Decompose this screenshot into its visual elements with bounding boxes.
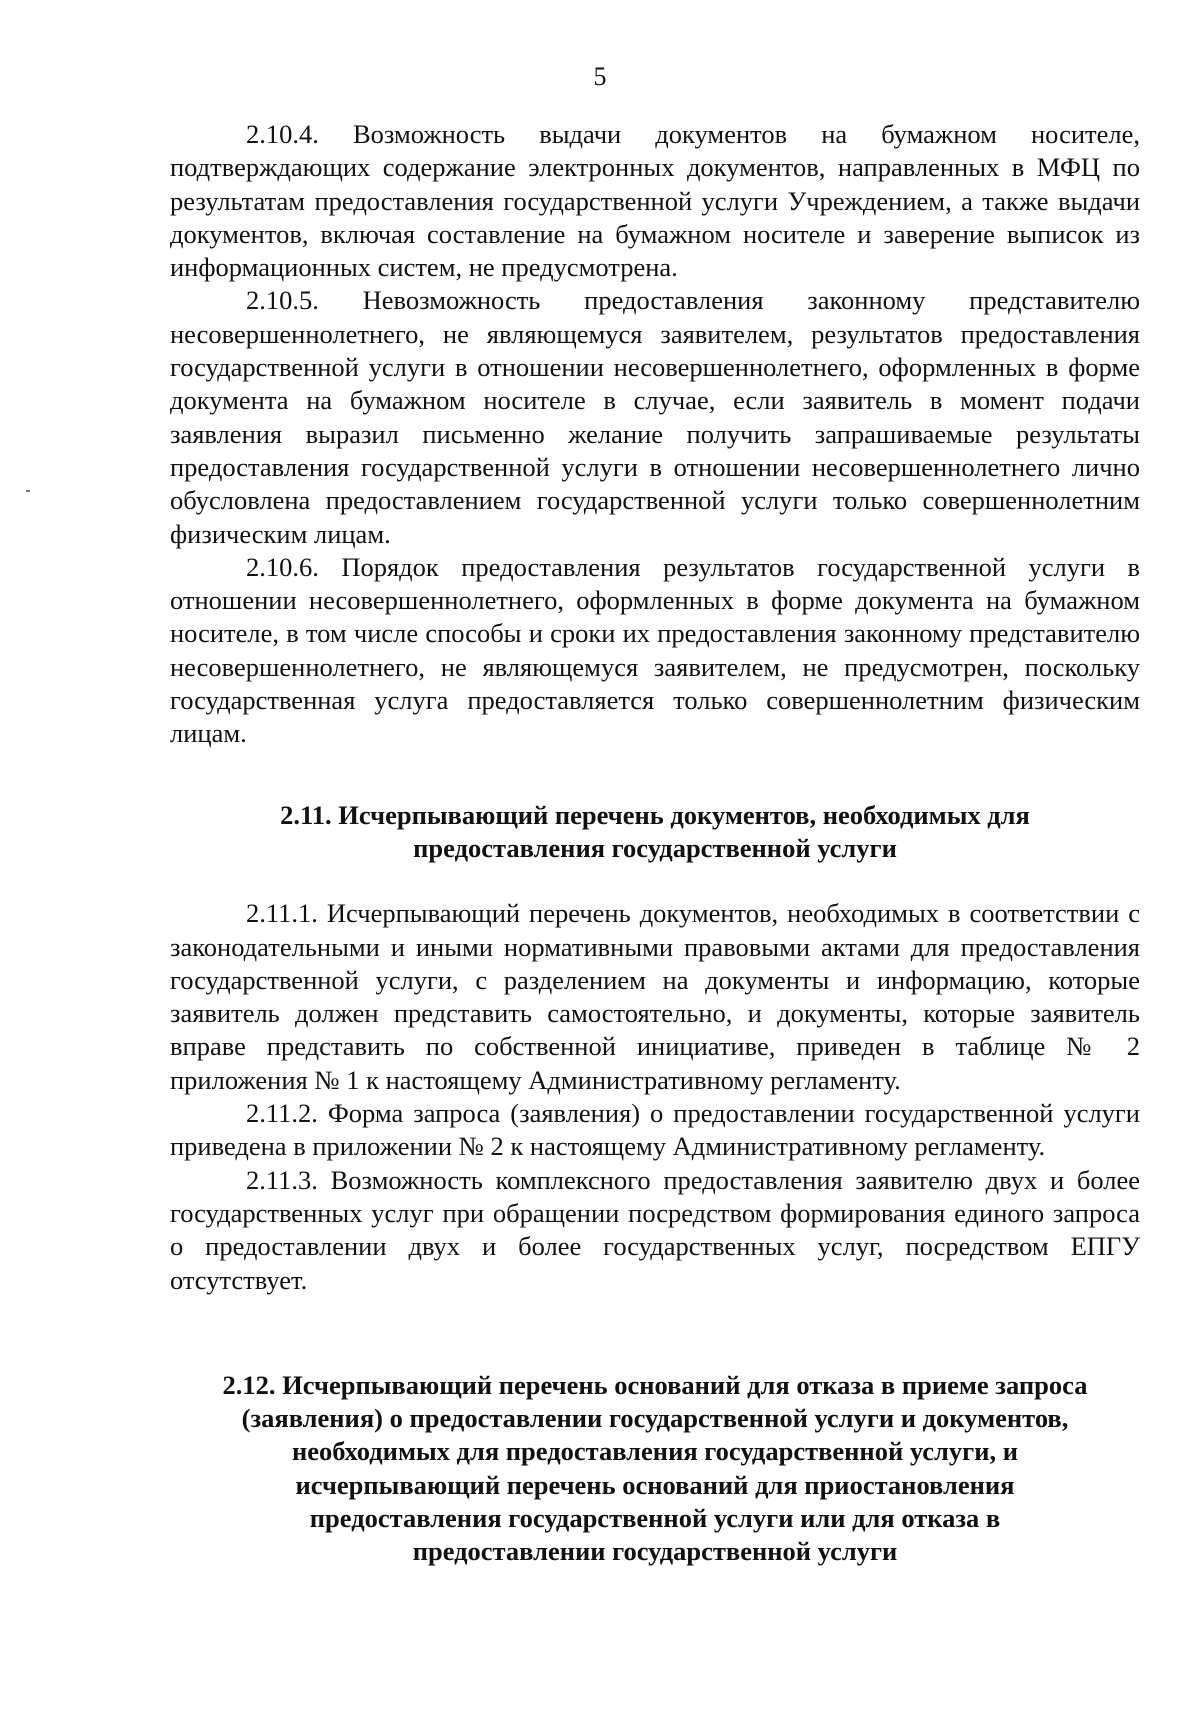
section-heading-2-12	[170, 1369, 1140, 1569]
paragraph-2-11-3: 2.11.3. Возможность комплексного предоставления заявителю двух и более государственных услуг при обращении посредством формирования единого запроса о предоставлении двух и более государственных услуг, посредством ЕПГУ отсутствует.	[170, 1164, 1140, 1295]
paragraph-2-11-1: 2.11.1. Исчерпывающий перечень документов, необходимых в соответствии с законодательными и иными нормативными правовыми актами для предоставления государственной услуги, с разделением на документы и информацию, которые заявитель должен представить самостоятельно, и документы, которые заявитель вправе представить по собственной инициативе, приведен в таблице № 2 приложения № 1 к настоящему Административному регламенту.	[170, 898, 1140, 1095]
paragraph-2-11-2: 2.11.2. Форма запроса (заявления) о предоставлении государственной услуги приведена в приложении № 2 к настоящему Административному регламенту.	[170, 1098, 1140, 1162]
heading-line: предоставления государственной услуги или для отказа в	[309, 1502, 1001, 1533]
heading-line: исчерпывающий перечень оснований для приостановления	[295, 1469, 1015, 1500]
heading-line: предоставлении государственной услуги	[412, 1536, 898, 1567]
heading-line: предоставления государственной услуги	[413, 832, 897, 863]
paragraph-2-10-4: 2.10.4. Возможность выдачи документов на бумажном носителе, подтверждающих содержание электронных документов, направленных в МФЦ по результатам предоставления государственной услуги Учреждением, а также выдачи документов, включая составление на бумажном носителе и заверение выписок из информационных систем, не предусмотрена.	[170, 119, 1140, 283]
heading-line: необходимых для предоставления государственной услуги, и	[292, 1436, 1018, 1467]
paragraph-2-10-6: 2.10.6. Порядок предоставления результатов государственной услуги в отношении несовершеннолетнего, оформленных в форме документа на бумажном носителе, в том числе способы и сроки их предоставления законному представителю несовершеннолетнего, не являющемуся заявителем, не предусмотрен, поскольку государственная услуга предоставляется только совершеннолетним физическим лицам.	[170, 551, 1140, 749]
heading-line: 2.11. Исчерпывающий перечень документов, необходимых для	[280, 799, 1030, 830]
heading-line: 2.12. Исчерпывающий перечень оснований для отказа в приеме запроса	[222, 1369, 1088, 1400]
section-heading-2-11	[170, 799, 1140, 866]
paragraph-2-10-5: 2.10.5. Невозможность предоставления законному представителю несовершеннолетнего, не являющемуся заявителем, результатов предоставления государственной услуги в отношении несовершеннолетнего, оформленных в форме документа на бумажном носителе в случае, если заявитель в момент подачи заявления выразил письменно желание получить запрашиваемые результаты предоставления государственной услуги в отношении несовершеннолетнего лично обусловлена предоставлением государственной услуги только совершеннолетним физическим лицам.	[170, 285, 1140, 549]
heading-line: (заявления) о предоставлении государственной услуги и документов,	[241, 1403, 1069, 1434]
scan-speck	[26, 490, 30, 492]
document-body	[170, 118, 1140, 1569]
page-number: 5	[593, 62, 607, 91]
